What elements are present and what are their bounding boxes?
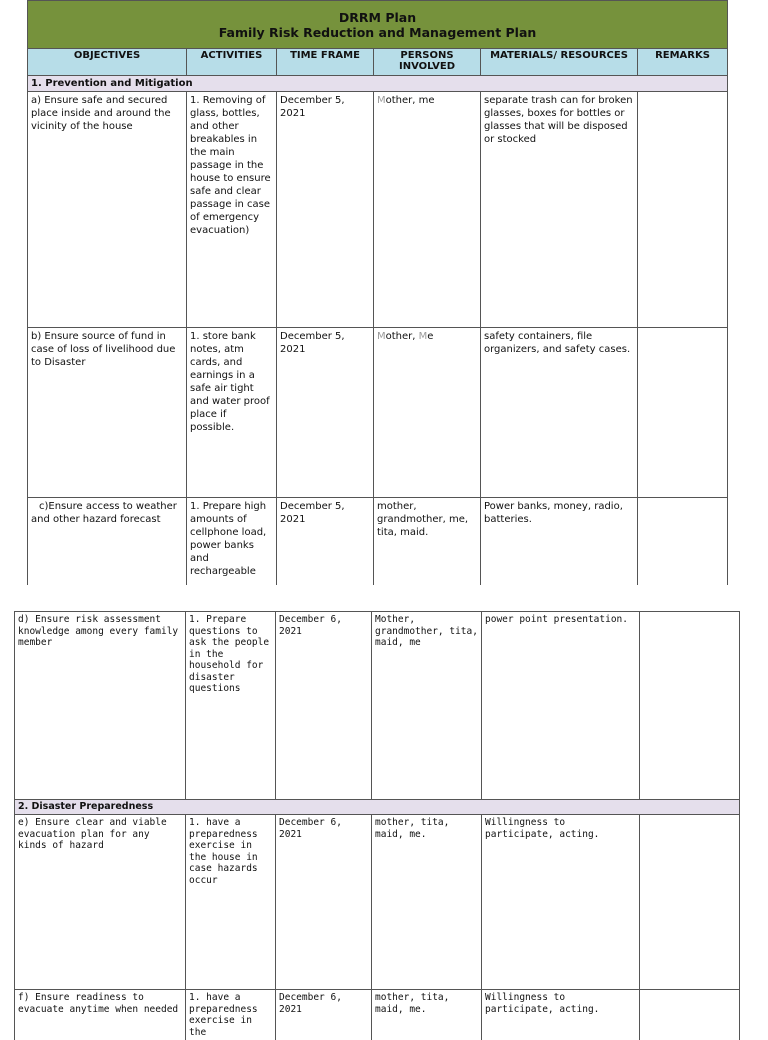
activity-cell: 1. Prepare questions to ask the people in the household for disaster questions (186, 612, 276, 800)
objective-cell: c)Ensure access to weather and other hazard forecast (28, 498, 187, 586)
persons-cell: mother, tita, maid, me. (372, 990, 482, 1040)
remarks-cell (640, 990, 740, 1040)
time-frame-cell: December 6, 2021 (276, 612, 372, 800)
table-row (15, 815, 740, 990)
header-activities: ACTIVITIES (187, 49, 277, 76)
section-prevention: 1. Prevention and Mitigation (28, 76, 728, 92)
drrm-plan-table-bottom (14, 611, 740, 1040)
table-row (15, 990, 740, 1040)
section-row (28, 76, 728, 92)
time-frame-cell: December 5, 2021 (277, 498, 374, 586)
header-time-frame: TIME FRAME (277, 49, 374, 76)
time-frame-cell: December 6, 2021 (276, 815, 372, 990)
table-row (28, 328, 728, 498)
activity-cell: 1. have a preparedness exercise in the (186, 990, 276, 1040)
persons-text: e (427, 331, 433, 342)
time-frame-cell: December 5, 2021 (277, 92, 374, 328)
doc-title: DRRM Plan (28, 10, 727, 25)
header-objectives: OBJECTIVES (28, 49, 187, 76)
section-preparedness: 2. Disaster Preparedness (15, 800, 740, 815)
remarks-cell (638, 328, 728, 498)
objective-cell: e) Ensure clear and viable evacuation plan for any kinds of hazard (15, 815, 186, 990)
persons-text: other, (386, 331, 419, 342)
objective-cell: a) Ensure safe and secured place inside and around the vicinity of the house (28, 92, 187, 328)
activity-cell: 1. store bank notes, atm cards, and earnings in a safe air tight and water proof place if possible. (187, 328, 277, 498)
header-remarks: REMARKS (638, 49, 728, 76)
header-materials: MATERIALS/ RESOURCES (481, 49, 638, 76)
objective-cell: d) Ensure risk assessment knowledge among every family member (15, 612, 186, 800)
table-row (28, 498, 728, 586)
persons-faint-text: M (377, 331, 386, 342)
persons-cell: mother, tita, maid, me. (372, 815, 482, 990)
table-row (28, 92, 728, 328)
remarks-cell (640, 612, 740, 800)
materials-cell: power point presentation. (482, 612, 640, 800)
title-banner (28, 1, 728, 49)
activity-cell: 1. Removing of glass, bottles, and other breakables in the main passage in the house to ensure safe and clear passage in case of emergency evacuation) (187, 92, 277, 328)
materials-cell: Power banks, money, radio, batteries. (481, 498, 638, 586)
materials-cell: Willingness to participate, acting. (482, 990, 640, 1040)
time-frame-cell: December 6, 2021 (276, 990, 372, 1040)
header-persons-involved: PERSONS INVOLVED (374, 49, 481, 76)
persons-cell: mother, grandmother, me, tita, maid. (374, 498, 481, 586)
persons-cell: Mother, grandmother, tita, maid, me (372, 612, 482, 800)
materials-cell: safety containers, file organizers, and safety cases. (481, 328, 638, 498)
remarks-cell (638, 92, 728, 328)
activity-cell: 1. have a preparedness exercise in the house in case hazards occur (186, 815, 276, 990)
section-row (15, 800, 740, 815)
table-row (15, 612, 740, 800)
persons-cell (374, 92, 481, 328)
persons-cell (374, 328, 481, 498)
remarks-cell (640, 815, 740, 990)
doc-subtitle: Family Risk Reduction and Management Plan (28, 25, 727, 40)
activity-cell: 1. Prepare high amounts of cellphone load, power banks and rechargeable (187, 498, 277, 586)
objective-cell: b) Ensure source of fund in case of loss of livelihood due to Disaster (28, 328, 187, 498)
objective-cell: f) Ensure readiness to evacuate anytime when needed (15, 990, 186, 1040)
time-frame-cell: December 5, 2021 (277, 328, 374, 498)
materials-cell: separate trash can for broken glasses, boxes for bottles or glasses that will be disposed or stocked (481, 92, 638, 328)
header-row (28, 49, 728, 76)
materials-cell: Willingness to participate, acting. (482, 815, 640, 990)
persons-faint-text: M (377, 95, 386, 106)
drrm-plan-table-top (27, 0, 728, 585)
remarks-cell (638, 498, 728, 586)
persons-faint-text: M (419, 331, 428, 342)
persons-text: other, me (386, 95, 435, 106)
